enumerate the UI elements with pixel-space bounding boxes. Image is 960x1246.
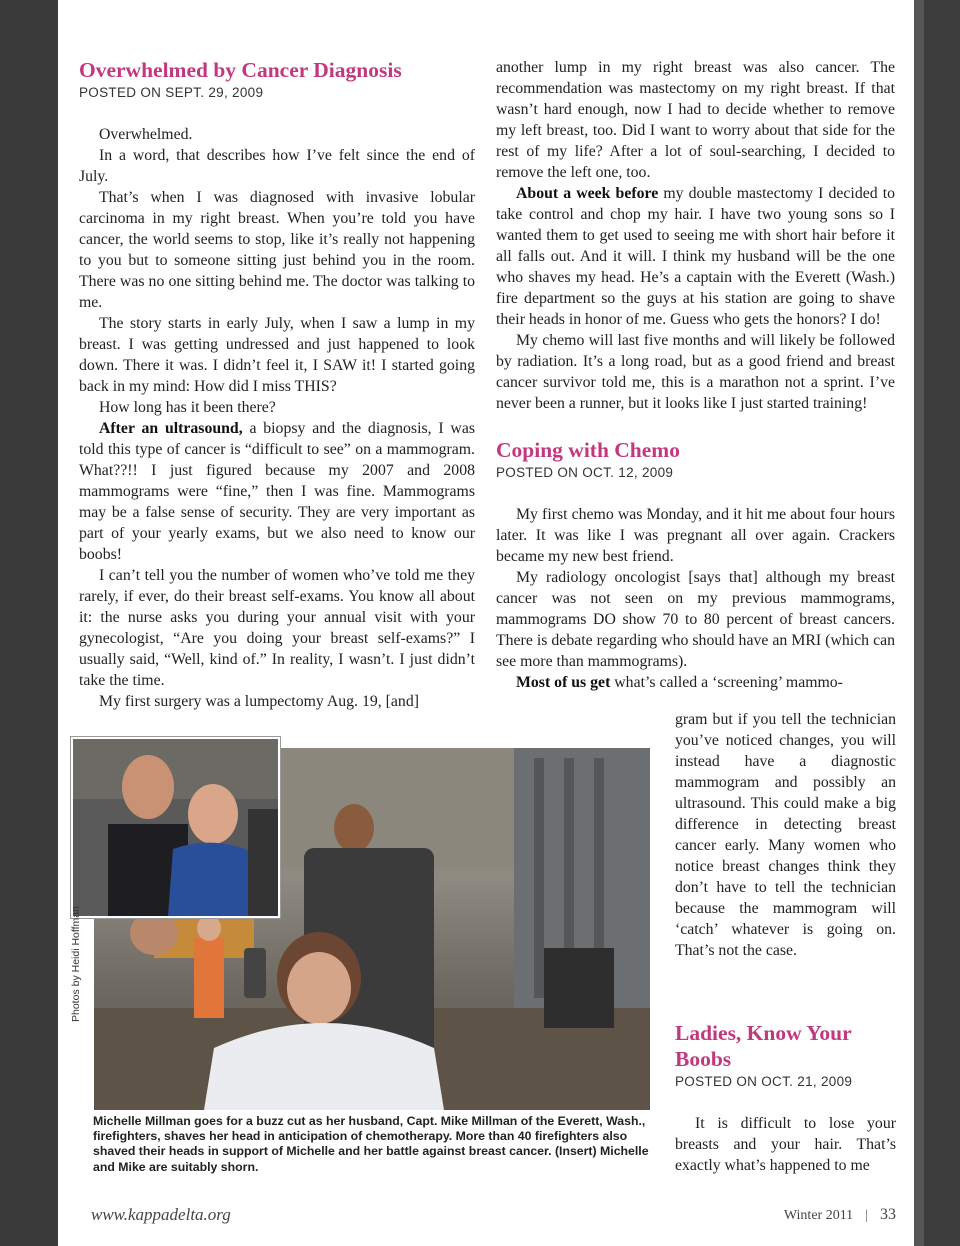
column-narrow-article3	[675, 1020, 896, 1176]
paragraph: My chemo will last five months and will likely be followed by radiation. It’s a long road, but as a good friend and breast cancer survivor told me, this is a marathon not a sprint. I’ve never been a runner, but it looks like I just started training!	[496, 332, 895, 412]
paragraph-text: a biopsy and the diagnosis, I was told this type of cancer is “difficult to see” on a mammogram. What??!! I just figured because my 2007 and 2008 mammograms were “fine,” then I was fine. Mammograms may be a false sense of security. They are very important as part of your yearly exams, but we also need to know our boobs!	[79, 420, 475, 563]
footer-separator: |	[865, 1208, 868, 1223]
posted-date: POSTED ON OCT. 21, 2009	[675, 1074, 853, 1089]
paragraph: I can’t tell you the number of women who’ve told me they rarely, if ever, do their breast self-exams. You know all about it: the nurse asks you during your annual visit with your gynecologist, “Are you doing your breast self-exams?” I usually said, “Well, kind of.” In reality, I wasn’t. I just didn’t take the time.	[79, 567, 475, 689]
paragraph	[496, 672, 895, 693]
article-title: Ladies, Know Your Boobs	[675, 1021, 852, 1071]
paragraph: That’s when I was diagnosed with invasive lobular carcinoma in my right breast. When you’re told you have cancer, the world seems to stop, like it’s really not happening to you but to someone sitting just behind you in the room. There was no one sitting behind me. The doctor was talking to me.	[79, 189, 475, 311]
viewer-frame-right	[914, 0, 960, 1246]
lead-in: After an ultrasound,	[99, 420, 243, 437]
photo-credit: Photos by Heidi Hoffman	[70, 906, 82, 1022]
posted-date: POSTED ON SEPT. 29, 2009	[79, 85, 264, 100]
footer-issue	[784, 1206, 896, 1224]
paragraph	[496, 183, 895, 330]
magazine-page	[58, 0, 914, 1246]
paragraph: My first surgery was a lumpectomy Aug. 19, [and]	[99, 693, 419, 710]
paragraph: My radiology oncologist [says that] although my breast cancer was not seen on my previous mammograms, mammograms DO show 70 to 80 percent of breast cancers. There is debate regarding who should have an MRI (which can see more than mammograms).	[496, 569, 895, 670]
paragraph: The story starts in early July, when I saw a lump in my breast. I was getting undressed and just happened to look down. There it was. I didn’t feel it, I SAW it! I started going back in my mind: How did I miss THIS?	[79, 315, 475, 395]
footer-url: www.kappadelta.org	[91, 1205, 231, 1224]
photo-caption: Michelle Millman goes for a buzz cut as her husband, Capt. Mike Millman of the Everett, Wash., firefighters, shaves her head in anticipation of chemotherapy. More than 40 firefighters also shaved their heads in support of Michelle and her battle against breast cancer. (Insert) Michelle and Mike are suitably shorn.	[93, 1114, 649, 1174]
column-narrow	[675, 709, 896, 961]
paragraph	[79, 418, 475, 565]
paragraph: How long has it been there?	[99, 399, 276, 416]
viewer-frame-left	[0, 0, 58, 1246]
paragraph: Overwhelmed.	[99, 126, 193, 143]
article-title: Coping with Chemo	[496, 438, 680, 462]
column-right	[496, 57, 895, 693]
paragraph: gram but if you tell the technician you’ve noticed changes, you will instead have a diagnostic mammogram and possibly an ultrasound. This could make a big difference in detecting breast cancer early. Many women who notice breast changes think they don’t have to tell the technician because the mammogram will ‘catch’ whatever is going on. That’s not the case.	[675, 711, 896, 959]
column-left	[79, 57, 475, 712]
paragraph-text: my double mastectomy I decided to take control and chop my hair. I have two young sons so I wanted them to get used to seeing me with short hair before it all falls out. And it will. I think my husband will be the one who shaves my head. He’s a captain with the Everett (Wash.) fire department so the guys at his station are going to shave their heads in honor of me. Guess who gets the honors? I do!	[496, 185, 896, 328]
issue-label: Winter 2011	[783, 1208, 854, 1223]
paragraph: My first chemo was Monday, and it hit me about four hours later. It was like I was pregnant all over again. Crackers became my new best friend.	[496, 506, 895, 565]
page-number: 33	[880, 1206, 896, 1223]
lead-in: Most of us get	[516, 674, 611, 691]
lead-in: About a week before	[516, 185, 659, 202]
paragraph: It is difficult to lose your breasts and your hair. That’s exactly what’s happened to me	[675, 1115, 896, 1174]
paragraph: In a word, that describes how I’ve felt since the end of July.	[79, 147, 475, 185]
inset-photo	[71, 737, 280, 918]
paragraph: another lump in my right breast was also cancer. The recommendation was mastectomy on my right breast. If that wasn’t hard enough, now I had to decide whether to remove my left breast, too. Did I want to worry about that side for the rest of my life? After a lot of soul-searching, I decided to remove the left one, too.	[496, 59, 895, 181]
paragraph-text: what’s called a ‘screening’ mammo-	[610, 674, 843, 691]
article-title: Overwhelmed by Cancer Diagnosis	[79, 58, 402, 82]
posted-date: POSTED ON OCT. 12, 2009	[496, 465, 674, 480]
